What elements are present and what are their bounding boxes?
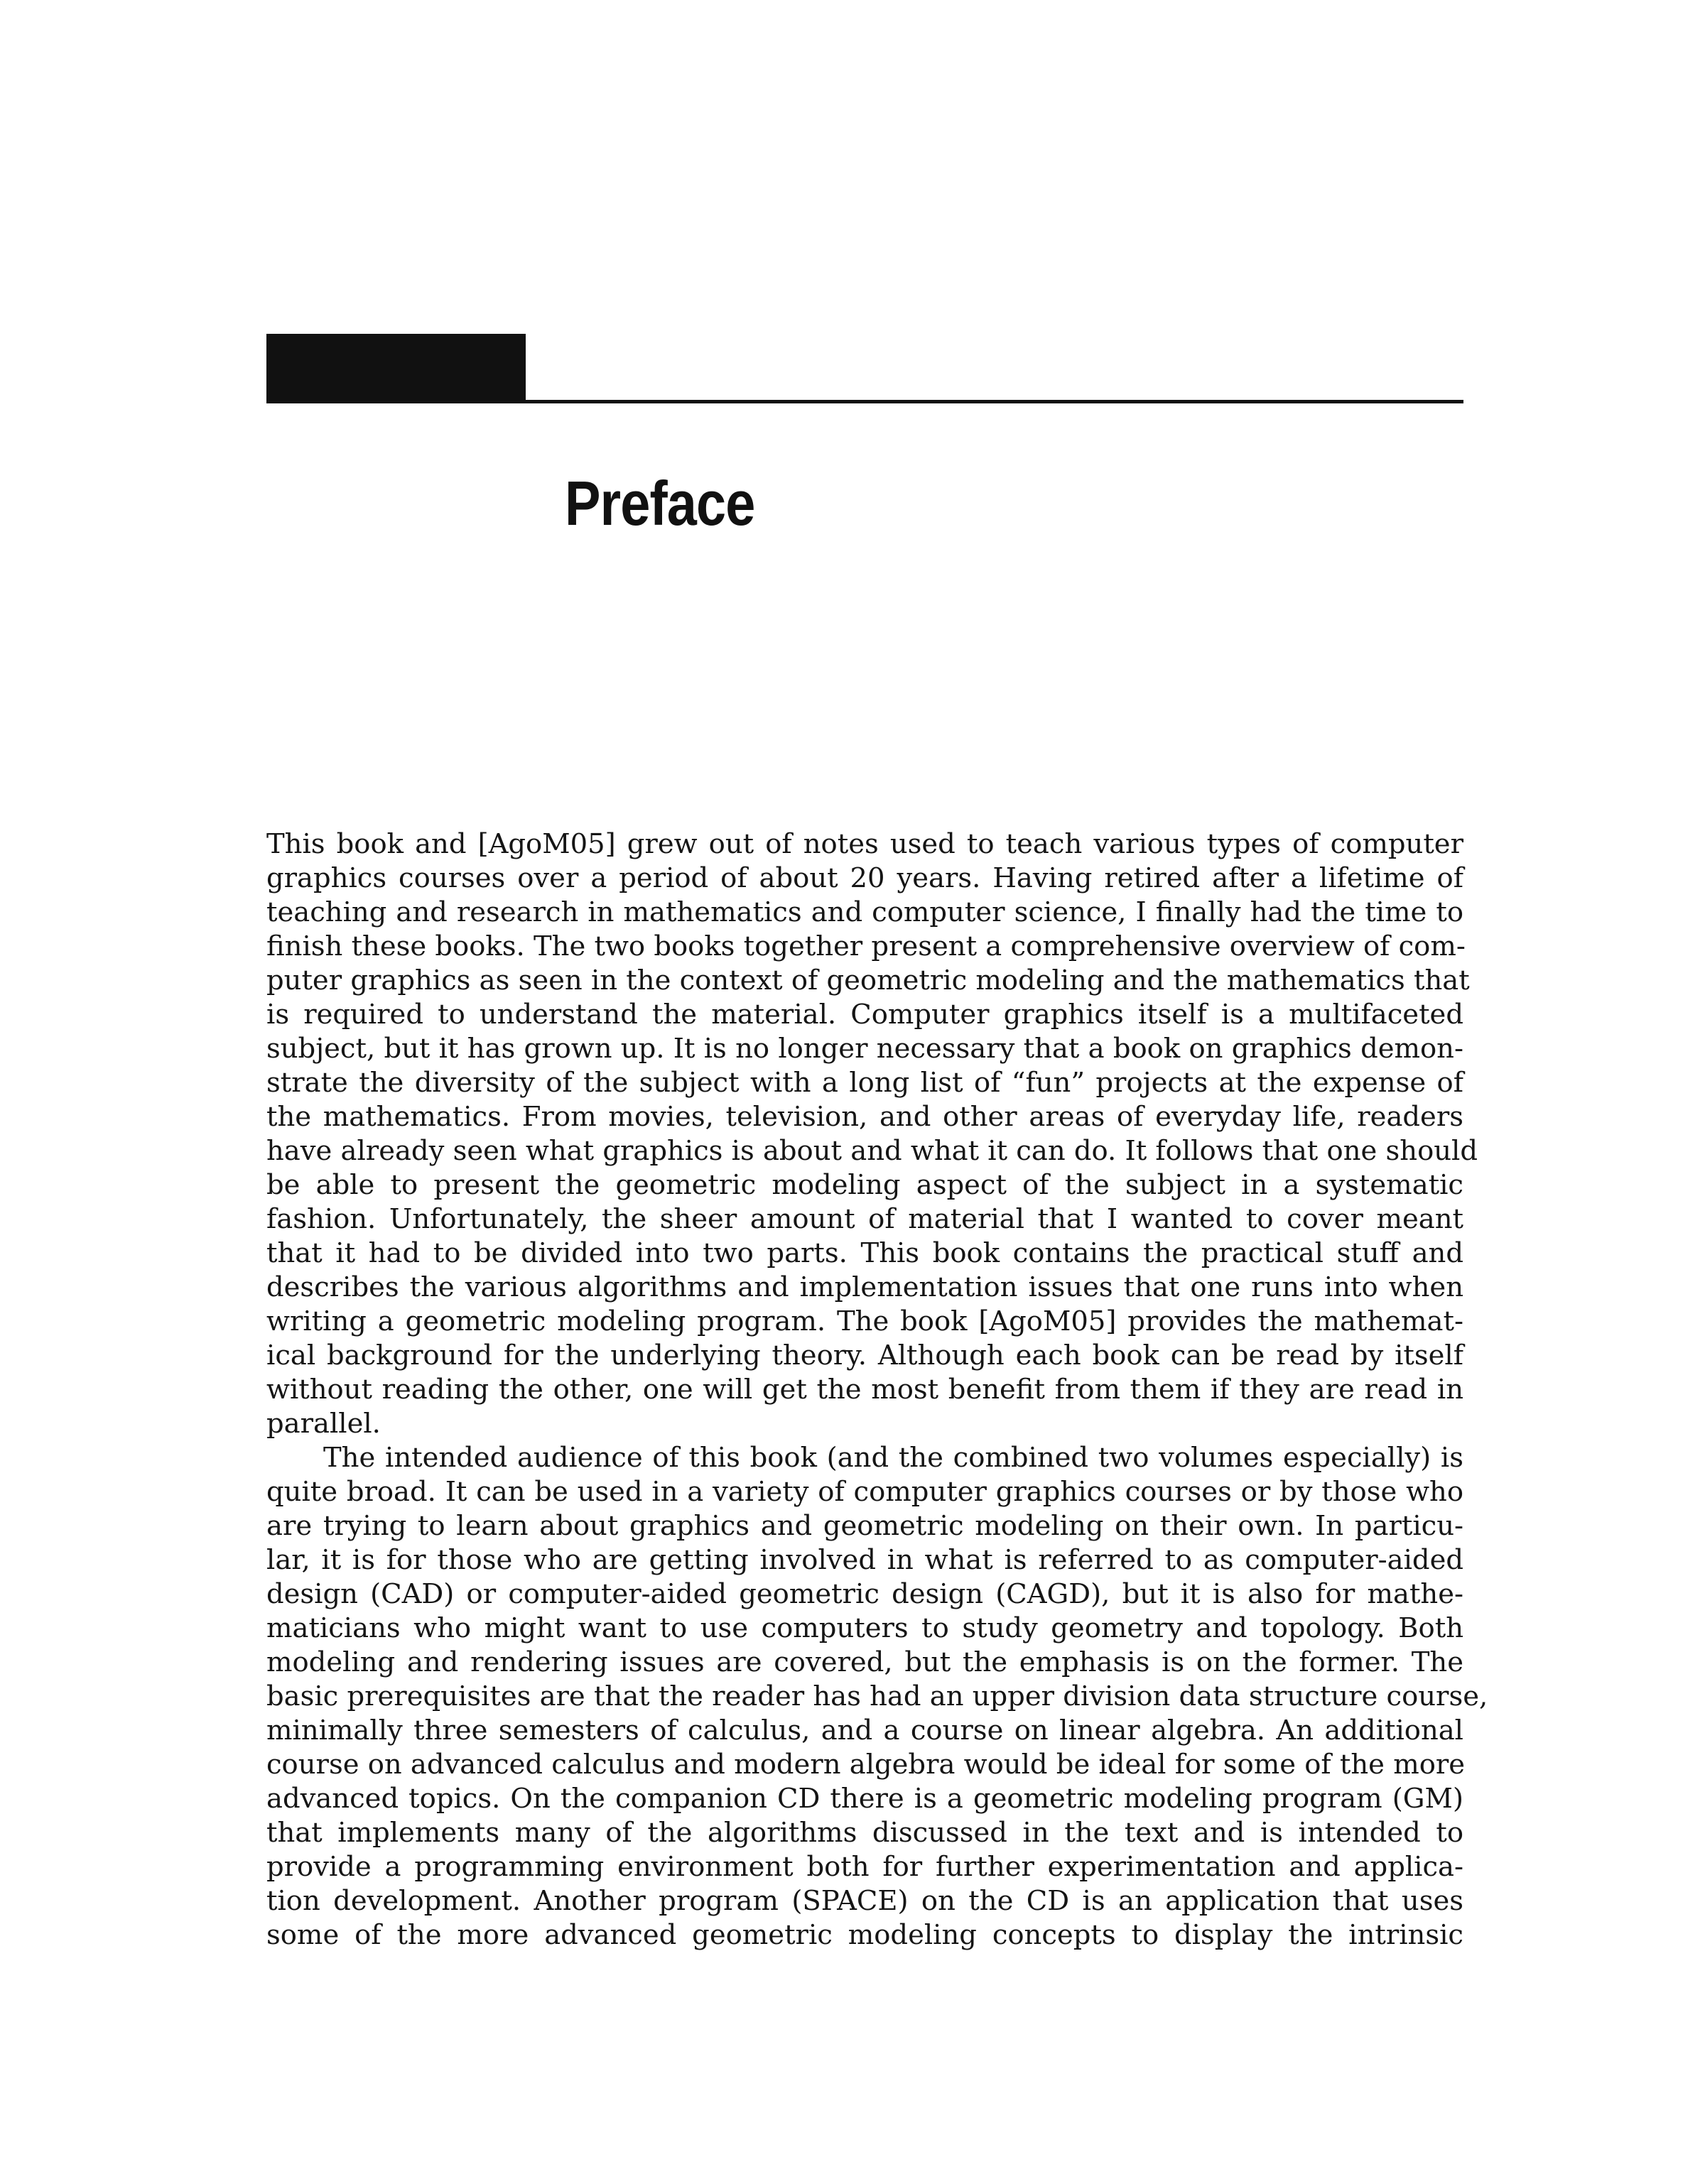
text-line: design (CAD) or computer-aided geometric design (CAGD), but it is also for mathe-: [266, 1578, 1463, 1610]
text-line: parallel.: [266, 1408, 381, 1440]
text-line: that implements many of the algorithms discussed in the text and is intended to: [266, 1817, 1463, 1849]
text-line: lar, it is for those who are getting involved in what is referred to as computer-aided: [266, 1544, 1463, 1576]
chapter-header-block: [266, 334, 526, 403]
text-line: subject, but it has grown up. It is no longer necessary that a book on graphics demon-: [266, 1033, 1463, 1065]
text-line: strate the diversity of the subject with a long list of “fun” projects at the expense of: [266, 1067, 1463, 1099]
text-line: be able to present the geometric modeling aspect of the subject in a systematic: [266, 1169, 1463, 1201]
paragraph-1: [266, 827, 1478, 1441]
text-line: teaching and research in mathematics and computer science, I finally had the time to: [266, 896, 1463, 928]
text-line: is required to understand the material. Computer graphics itself is a multifaceted: [266, 999, 1463, 1031]
text-line: finish these books. The two books together present a comprehensive overview of com-: [266, 930, 1466, 962]
text-line: quite broad. It can be used in a variety of computer graphics courses or by those who: [266, 1476, 1463, 1508]
text-line: writing a geometric modeling program. The book [AgoM05] provides the mathemat-: [266, 1305, 1463, 1337]
text-line: minimally three semesters of calculus, and a course on linear algebra. An additional: [266, 1715, 1463, 1746]
text-line: without reading the other, one will get the most benefit from them if they are read in: [266, 1374, 1463, 1406]
text-line: tion development. Another program (SPACE) on the CD is an application that uses: [266, 1885, 1463, 1917]
text-line: advanced topics. On the companion CD there is a geometric modeling program (GM): [266, 1783, 1463, 1815]
preface-body: [266, 827, 1488, 1952]
text-line: puter graphics as seen in the context of geometric modeling and the mathematics that: [266, 965, 1470, 996]
text-line: fashion. Unfortunately, the sheer amount of material that I wanted to cover meant: [266, 1203, 1463, 1235]
chapter-header-rule: [266, 400, 1463, 403]
paragraph-2: [266, 1441, 1488, 1952]
text-line: The intended audience of this book (and the combined two volumes especially) is: [323, 1442, 1463, 1474]
text-line: ical background for the underlying theory. Although each book can be read by itself: [266, 1340, 1463, 1371]
text-line: some of the more advanced geometric modeling concepts to display the intrinsic: [266, 1919, 1463, 1951]
text-line: basic prerequisites are that the reader has had an upper division data structure course,: [266, 1680, 1488, 1712]
text-line: describes the various algorithms and implementation issues that one runs into when: [266, 1271, 1463, 1303]
text-line: the mathematics. From movies, television, and other areas of everyday life, readers: [266, 1101, 1463, 1133]
text-line: maticians who might want to use computers to study geometry and topology. Both: [266, 1612, 1463, 1644]
text-line: are trying to learn about graphics and geometric modeling on their own. In particu-: [266, 1510, 1463, 1542]
text-line: that it had to be divided into two parts. This book contains the practical stuff and: [266, 1237, 1463, 1269]
chapter-title: Preface: [565, 468, 755, 538]
text-line: This book and [AgoM05] grew out of notes used to teach various types of computer: [266, 828, 1463, 860]
text-line: provide a programming environment both for further experimentation and applica-: [266, 1851, 1463, 1883]
text-line: have already seen what graphics is about and what it can do. It follows that one should: [266, 1135, 1478, 1167]
text-line: modeling and rendering issues are covered, but the emphasis is on the former. The: [266, 1646, 1463, 1678]
text-line: graphics courses over a period of about 20 years. Having retired after a lifetime of: [266, 862, 1463, 894]
text-line: course on advanced calculus and modern algebra would be ideal for some of the more: [266, 1749, 1466, 1781]
